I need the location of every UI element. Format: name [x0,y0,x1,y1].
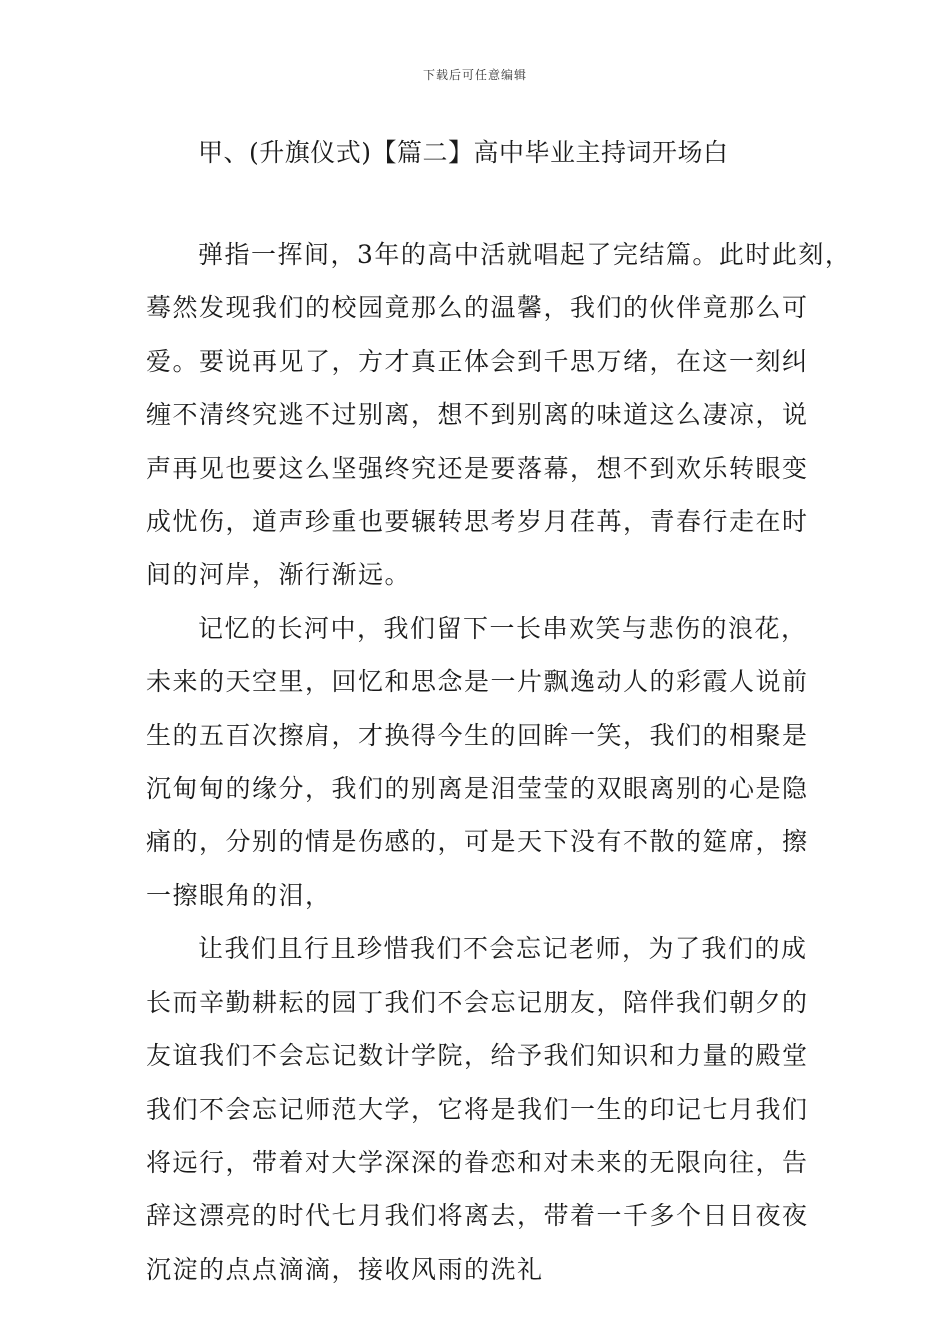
text-line: 记忆的长河中，我们留下一长串欢笑与悲伤的浪花， [198,613,808,643]
text-line: 未来的天空里，回忆和思念是一片飘逸动人的彩霞人说前 [146,667,809,697]
text-line: 沉淀的点点滴滴，接收风雨的洗礼 [146,1254,544,1284]
paragraph-2 [146,602,814,922]
text-line: 缠不清终究逃不过别离，想不到别离的味道这么凄凉，说 [146,400,809,430]
document-title: 甲、(升旗仪式)【篇二】高中毕业主持词开场白 [198,138,729,167]
text-line: 长而辛勤耕耘的园丁我们不会忘记朋友，陪伴我们朝夕的 [146,987,809,1017]
text-line: 生的五百次擦肩，才换得今生的回眸一笑，我们的相聚是 [146,720,809,750]
text-line: 痛的，分别的情是伤感的，可是天下没有不散的筵席，擦 [146,827,809,857]
text-line: 爱。要说再见了，方才真正体会到千思万绪，在这一刻纠 [146,346,809,376]
text-line: 成忧伤，道声珍重也要辗转思考岁月荏苒，青春行走在时 [146,507,809,537]
text-line: 一擦眼角的泪， [146,880,332,910]
paragraph-3 [146,922,814,1296]
text-line: 间的河岸，渐行渐远。 [146,560,412,590]
header-note: 下载后可任意编辑 [422,68,527,82]
document-body [146,228,852,1296]
text-line: 我们不会忘记师范大学，它将是我们一生的印记七月我们 [146,1094,809,1124]
text-line: 让我们且行且珍惜我们不会忘记老师，为了我们的成 [198,934,808,964]
paragraph-1 [146,228,852,602]
text-line: 沉甸甸的缘分，我们的别离是泪莹莹的双眼离别的心是隐 [146,774,809,804]
text-line: 将远行，带着对大学深深的眷恋和对未来的无限向往，告 [146,1147,809,1177]
text-line: 声再见也要这么坚强终究还是要落幕，想不到欢乐转眼变 [146,453,809,483]
text-line: 蓦然发现我们的校园竟那么的温馨，我们的伙伴竟那么可 [146,293,809,323]
text-line: 友谊我们不会忘记数计学院，给予我们知识和力量的殿堂 [146,1041,809,1071]
text-line: 辞这漂亮的时代七月我们将离去，带着一千多个日日夜夜 [146,1201,809,1231]
text-line: 弹指一挥间，3年的高中活就唱起了完结篇。此时此刻， [198,240,852,269]
